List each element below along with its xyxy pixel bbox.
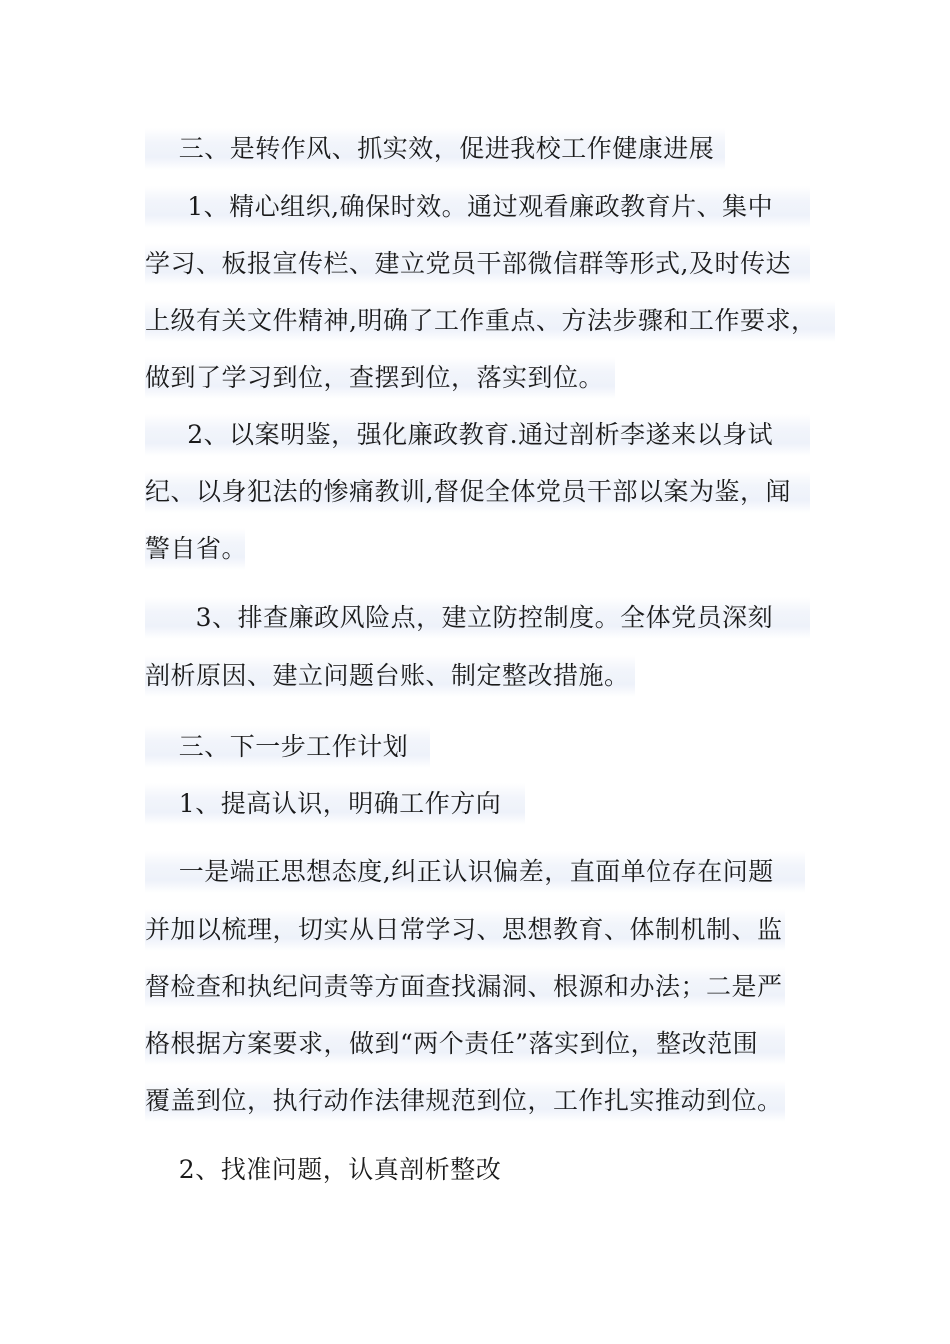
paragraph-case-line-1: 2、以案明鉴，强化廉政教育.通过剖析李遂来以身试 (145, 414, 810, 456)
subheading-improve-awareness: 1、提高认识，明确工作方向 (145, 783, 525, 825)
paragraph-case-line-3: 警自省。 (145, 528, 245, 570)
paragraph-organize-line-2: 学习、板报宣传栏、建立党员干部微信群等形式,及时传达 (145, 243, 810, 285)
paragraph-plan-line-1: 一是端正思想态度,纠正认识偏差，直面单位存在问题 (145, 851, 805, 893)
paragraph-plan-line-4: 格根据方案要求，做到“两个责任”落实到位，整改范围 (145, 1023, 785, 1065)
paragraph-plan-line-2: 并加以梳理，切实从日常学习、思想教育、体制机制、监 (145, 909, 785, 951)
subheading-find-problems: 2、找准问题，认真剖析整改 (145, 1155, 502, 1184)
paragraph-plan-line-3: 督检查和执纪问责等方面查找漏洞、根源和办法；二是严 (145, 966, 785, 1008)
paragraph-organize-line-1: 1、精心组织,确保时效。通过观看廉政教育片、集中 (145, 186, 810, 228)
paragraph-plan-line-5: 覆盖到位，执行动作法律规范到位，工作扎实推动到位。 (145, 1080, 785, 1122)
paragraph-risk-line-1: 3、排查廉政风险点，建立防控制度。全体党员深刻 (145, 597, 810, 639)
section-heading-next-plan: 三、下一步工作计划 (145, 726, 430, 768)
paragraph-case-line-2: 纪、以身犯法的惨痛教训,督促全体党员干部以案为鉴，闻 (145, 471, 810, 513)
paragraph-risk-line-2: 剖析原因、建立问题台账、制定整改措施。 (145, 655, 635, 697)
paragraph-organize-line-3: 上级有关文件精神,明确了工作重点、方法步骤和工作要求， (145, 300, 835, 342)
section-heading-3: 三、是转作风、抓实效，促进我校工作健康进展 (145, 128, 725, 170)
paragraph-organize-line-4: 做到了学习到位，查摆到位，落实到位。 (145, 357, 615, 399)
